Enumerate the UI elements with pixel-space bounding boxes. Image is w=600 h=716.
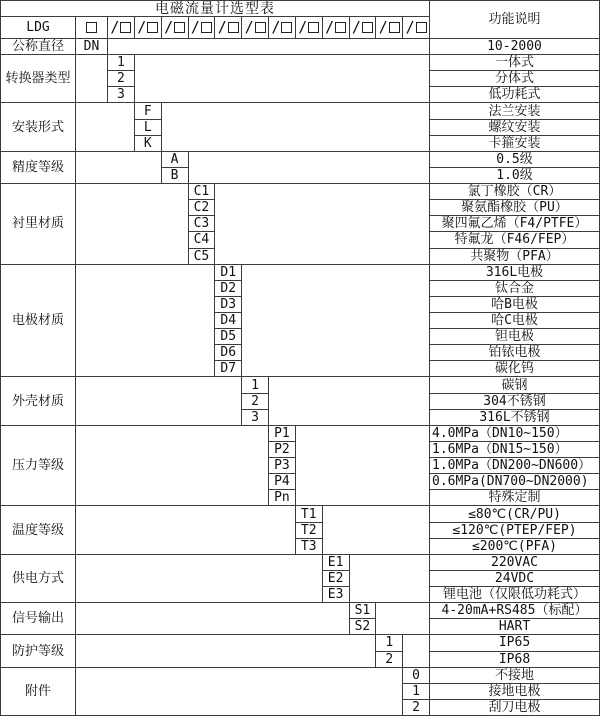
- code-cell: 3: [242, 410, 268, 425]
- slash-separator: /: [298, 18, 308, 36]
- empty-cell: [76, 377, 241, 424]
- model-prefix: LDG: [1, 17, 75, 38]
- slash-separator: /: [244, 18, 254, 36]
- code-cell: 3: [108, 87, 134, 102]
- desc-cell: 4-20mA+RS485（标配）: [430, 603, 599, 618]
- desc-cell: 特殊定制: [430, 490, 599, 505]
- code-cell: P2: [269, 442, 295, 457]
- desc-cell: 哈B电极: [430, 297, 599, 312]
- code-cell: 1: [376, 635, 402, 650]
- code-cell: D1: [215, 265, 241, 280]
- desc-cell: IP65: [430, 635, 599, 650]
- category-label: 衬里材质: [1, 184, 75, 264]
- desc-cell: 一体式: [430, 55, 599, 70]
- code-cell: C3: [189, 216, 215, 231]
- code-cell: D7: [215, 361, 241, 376]
- empty-cell: [296, 426, 429, 506]
- checkbox-icon: [308, 22, 319, 33]
- empty-cell: [76, 668, 402, 715]
- model-slash-box-cell: [135, 17, 161, 38]
- function-column-header: 功能说明: [430, 1, 599, 38]
- category-label: 安装形式: [1, 103, 75, 150]
- table-title: 电磁流量计选型表: [1, 1, 429, 16]
- model-slash-box-cell: [403, 17, 429, 38]
- checkbox-icon: [255, 22, 266, 33]
- empty-cell: [108, 39, 429, 54]
- desc-cell: 1.0级: [430, 168, 599, 183]
- desc-cell: 24VDC: [430, 571, 599, 586]
- model-slash-box-cell: [215, 17, 241, 38]
- desc-cell: 锂电池（仅限低功耗式）: [430, 587, 599, 602]
- desc-cell: HART: [430, 619, 599, 634]
- code-cell: E2: [323, 571, 349, 586]
- code-cell: 2: [108, 71, 134, 86]
- model-slash-box-cell: [242, 17, 268, 38]
- desc-cell: 碳化钨: [430, 361, 599, 376]
- desc-cell: 低功耗式: [430, 87, 599, 102]
- code-cell: P4: [269, 474, 295, 489]
- category-label: 防护等级: [1, 635, 75, 666]
- category-label: 信号输出: [1, 603, 75, 634]
- desc-cell: 钛合金: [430, 281, 599, 296]
- model-slash-box-cell: [269, 17, 295, 38]
- slash-separator: /: [217, 18, 227, 36]
- desc-cell: 螺纹安装: [430, 120, 599, 135]
- checkbox-icon: [228, 22, 239, 33]
- model-slash-box-cell: [376, 17, 402, 38]
- checkbox-icon: [201, 22, 212, 33]
- code-cell: 2: [376, 652, 402, 667]
- empty-cell: [76, 265, 214, 377]
- category-label: 温度等级: [1, 506, 75, 553]
- code-cell: T1: [296, 506, 322, 521]
- desc-cell: 220VAC: [430, 555, 599, 570]
- empty-cell: [323, 506, 429, 553]
- desc-cell: 刮刀电极: [430, 700, 599, 715]
- checkbox-icon: [147, 22, 158, 33]
- code-cell: D2: [215, 281, 241, 296]
- code-cell: B: [162, 168, 188, 183]
- desc-cell: 分体式: [430, 71, 599, 86]
- code-cell: L: [135, 120, 161, 135]
- checkbox-icon: [362, 22, 373, 33]
- desc-cell: 接地电极: [430, 684, 599, 699]
- checkbox-icon: [174, 22, 185, 33]
- empty-cell: [242, 265, 429, 377]
- model-slash-box-cell: [323, 17, 349, 38]
- checkbox-icon: [86, 22, 97, 33]
- desc-cell: 4.0MPa（DN10~150）: [430, 426, 599, 441]
- code-cell: 1: [403, 684, 429, 699]
- desc-cell: 共聚物（PFA）: [430, 249, 599, 264]
- code-cell: C1: [189, 184, 215, 199]
- empty-cell: [76, 426, 268, 506]
- slash-separator: /: [110, 18, 120, 36]
- empty-cell: [403, 635, 429, 666]
- model-slash-box-cell: [189, 17, 215, 38]
- empty-cell: [76, 603, 349, 634]
- code-cell: E1: [323, 555, 349, 570]
- desc-cell: 0.6MPa(DN700~DN2000): [430, 474, 599, 489]
- code-cell: 1: [242, 377, 268, 392]
- code-cell: D3: [215, 297, 241, 312]
- category-label: 压力等级: [1, 426, 75, 506]
- desc-cell: 聚氨酯橡胶（PU）: [430, 200, 599, 215]
- category-label: 供电方式: [1, 555, 75, 602]
- code-cell: 0: [403, 668, 429, 683]
- code-cell: D5: [215, 329, 241, 344]
- desc-cell: 氯丁橡胶（CR）: [430, 184, 599, 199]
- category-label: 转换器类型: [1, 55, 75, 102]
- code-cell: S1: [350, 603, 376, 618]
- code-cell: D4: [215, 313, 241, 328]
- code-cell: Pn: [269, 490, 295, 505]
- desc-cell: IP68: [430, 652, 599, 667]
- desc-cell: 1.0MPa（DN200~DN600）: [430, 458, 599, 473]
- model-slash-box-cell: [108, 17, 134, 38]
- empty-cell: [76, 103, 134, 150]
- slash-separator: /: [405, 18, 415, 36]
- slash-separator: /: [351, 18, 361, 36]
- checkbox-icon: [281, 22, 292, 33]
- desc-cell: 316L电极: [430, 265, 599, 280]
- empty-cell: [162, 103, 429, 150]
- category-label: 公称直径: [1, 39, 75, 54]
- empty-cell: [76, 635, 375, 666]
- desc-cell: 碳钢: [430, 377, 599, 392]
- empty-cell: [215, 184, 429, 264]
- desc-cell: 聚四氟乙烯（F4/PTFE）: [430, 216, 599, 231]
- code-cell: T2: [296, 523, 322, 538]
- desc-cell: ≤80℃(CR/PU): [430, 506, 599, 521]
- code-cell: S2: [350, 619, 376, 634]
- code-cell: A: [162, 152, 188, 167]
- checkbox-icon: [416, 22, 427, 33]
- code-cell: C4: [189, 232, 215, 247]
- empty-cell: [76, 506, 295, 553]
- code-cell: 2: [403, 700, 429, 715]
- code-cell: F: [135, 103, 161, 118]
- empty-cell: [76, 55, 107, 102]
- empty-cell: [76, 152, 161, 183]
- empty-cell: [269, 377, 429, 424]
- empty-cell: [376, 603, 429, 634]
- slash-separator: /: [137, 18, 147, 36]
- desc-cell: 钽电极: [430, 329, 599, 344]
- empty-cell: [76, 184, 188, 264]
- desc-cell: 1.6MPa（DN15~150）: [430, 442, 599, 457]
- desc-cell: 316L不锈钢: [430, 410, 599, 425]
- code-cell: T3: [296, 539, 322, 554]
- code-cell: E3: [323, 587, 349, 602]
- code-cell: P1: [269, 426, 295, 441]
- model-first-box-cell: [76, 17, 107, 38]
- desc-cell: 不接地: [430, 668, 599, 683]
- slash-separator: /: [271, 18, 281, 36]
- slash-separator: /: [164, 18, 174, 36]
- slash-separator: /: [325, 18, 335, 36]
- desc-cell: 304不锈钢: [430, 394, 599, 409]
- desc-cell: 铂铱电极: [430, 345, 599, 360]
- code-cell: K: [135, 136, 161, 151]
- model-slash-box-cell: [162, 17, 188, 38]
- code-cell: C5: [189, 249, 215, 264]
- code-cell: P3: [269, 458, 295, 473]
- checkbox-icon: [120, 22, 131, 33]
- code-cell: C2: [189, 200, 215, 215]
- checkbox-icon: [335, 22, 346, 33]
- code-cell: 2: [242, 394, 268, 409]
- category-label: 附件: [1, 668, 75, 715]
- category-label: 外壳材质: [1, 377, 75, 424]
- model-slash-box-cell: [296, 17, 322, 38]
- desc-cell: 0.5级: [430, 152, 599, 167]
- desc-cell: 哈C电极: [430, 313, 599, 328]
- desc-cell: ≤120℃(PTEP/FEP): [430, 523, 599, 538]
- empty-cell: [135, 55, 429, 102]
- empty-cell: [350, 555, 430, 602]
- slash-separator: /: [378, 18, 388, 36]
- desc-cell: 10-2000: [430, 39, 599, 54]
- code-cell: D6: [215, 345, 241, 360]
- desc-cell: 特氟龙（F46/FEP）: [430, 232, 599, 247]
- category-label: 精度等级: [1, 152, 75, 183]
- code-cell: DN: [76, 39, 107, 54]
- empty-cell: [76, 555, 322, 602]
- desc-cell: ≤200℃(PFA): [430, 539, 599, 554]
- category-label: 电极材质: [1, 265, 75, 377]
- desc-cell: 卡箍安装: [430, 136, 599, 151]
- desc-cell: 法兰安装: [430, 103, 599, 118]
- empty-cell: [189, 152, 430, 183]
- slash-separator: /: [190, 18, 200, 36]
- checkbox-icon: [389, 22, 400, 33]
- code-cell: 1: [108, 55, 134, 70]
- selection-table-grid: [1, 1, 599, 715]
- model-slash-box-cell: [350, 17, 376, 38]
